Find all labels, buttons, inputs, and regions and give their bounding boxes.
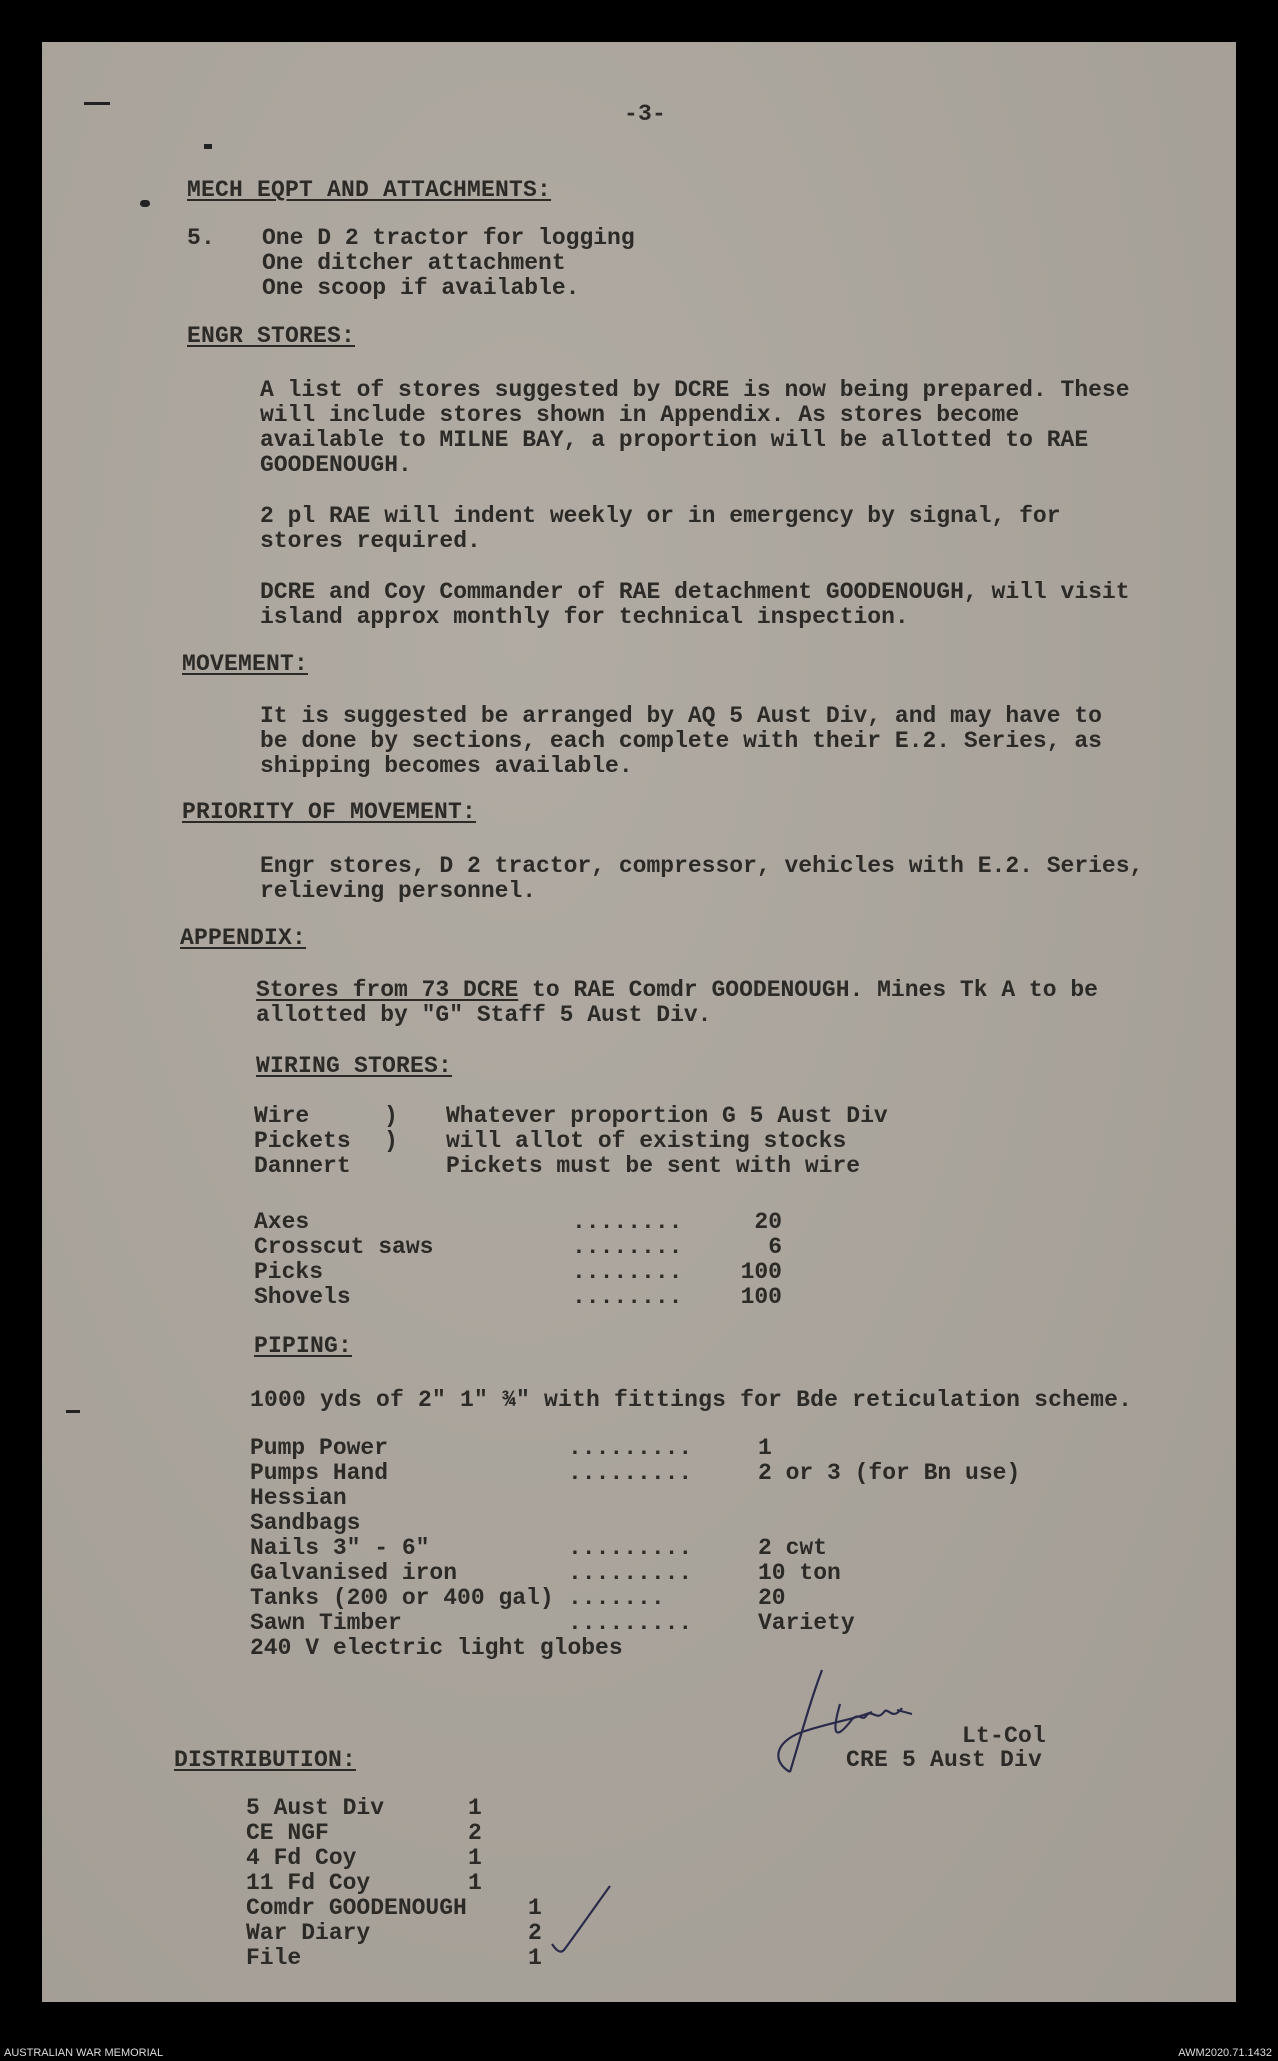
engr-para-3 (260, 580, 1130, 630)
piping-item-name: 240 V electric light globes (250, 1635, 623, 1661)
dot-leader: ........ (572, 1284, 683, 1310)
piping-item-qty: Variety (758, 1610, 855, 1636)
piping-item-qty: 1 (758, 1435, 772, 1461)
tool-qty: 20 (754, 1209, 782, 1235)
distribution-qty: 1 (528, 1895, 542, 1921)
text-line: available to MILNE BAY, a proportion will be allotted to RAE (260, 427, 1089, 453)
piping-line: 1000 yds of 2" 1" ¾" with fittings for Bde reticulation scheme. (250, 1387, 1133, 1413)
section-heading-engr: ENGR STORES: (187, 323, 356, 349)
dot-leader: ......... (568, 1535, 693, 1561)
signature-appointment: CRE 5 Aust Div (846, 1747, 1043, 1773)
ink-mark (204, 144, 212, 149)
distribution-name: CE NGF (246, 1820, 329, 1846)
text-line: relieving personnel. (260, 878, 537, 904)
piping-item-qty: 10 ton (758, 1560, 841, 1586)
dot-leader: ........ (572, 1209, 683, 1235)
paragraph-number: 5. (187, 225, 216, 251)
text-line: Engr stores, D 2 tractor, compressor, vehicles with E.2. Series, (260, 853, 1144, 879)
wiring-item-name: Pickets (254, 1128, 351, 1154)
engr-para-2 (260, 504, 1061, 554)
distribution-qty: 2 (468, 1820, 482, 1846)
piping-item-name: Pumps Hand (250, 1460, 389, 1486)
tools-list (254, 1210, 782, 1310)
section-heading-priority: PRIORITY OF MOVEMENT: (182, 799, 477, 825)
mech-line: One scoop if available. (262, 275, 580, 301)
text-line: shipping becomes available. (260, 753, 633, 779)
piping-item-qty: 20 (758, 1585, 786, 1611)
section-heading-movement: MOVEMENT: (182, 651, 309, 677)
dot-leader: ......... (568, 1460, 693, 1486)
piping-item-name: Pump Power (250, 1435, 389, 1461)
dot-leader: ........ (572, 1234, 683, 1260)
tool-qty: 6 (768, 1234, 782, 1260)
piping-item-name: Sawn Timber (250, 1610, 402, 1636)
text-line: be done by sections, each complete with their E.2. Series, as (260, 728, 1102, 754)
text-line: DCRE and Coy Commander of RAE detachment GOODENOUGH, will visit (260, 579, 1130, 605)
piping-item-name: Nails 3" - 6" (250, 1535, 430, 1561)
tool-name: Axes (254, 1209, 310, 1235)
appendix-intro-line2: allotted by "G" Staff 5 Aust Div. (256, 1002, 712, 1028)
text-line: A list of stores suggested by DCRE is now being prepared. These (260, 377, 1130, 403)
dot-leader: ......... (568, 1610, 693, 1636)
piping-item-name: Galvanised iron (250, 1560, 458, 1586)
text-line: stores required. (260, 528, 481, 554)
tool-name: Picks (254, 1259, 324, 1285)
wiring-brace: ) (384, 1128, 398, 1154)
distribution-name: Comdr GOODENOUGH (246, 1895, 467, 1921)
dot-leader: ....... (568, 1585, 665, 1611)
checkmark-icon (546, 1880, 626, 1960)
appendix-intro-underlined: Stores from 73 DCRE (256, 977, 519, 1003)
section-heading-distribution: DISTRIBUTION: (174, 1747, 357, 1773)
tool-qty: 100 (740, 1284, 782, 1310)
mech-items (262, 226, 635, 301)
distribution-qty: 1 (468, 1845, 482, 1871)
document-page (42, 42, 1236, 2002)
distribution-qty: 2 (528, 1920, 542, 1946)
text-line: It is suggested be arranged by AQ 5 Aust Div, and may have to (260, 703, 1102, 729)
dot-leader: ......... (568, 1560, 693, 1586)
piping-item-qty: 2 cwt (758, 1535, 828, 1561)
distribution-name: 11 Fd Coy (246, 1870, 371, 1896)
engr-para-1 (260, 378, 1130, 478)
distribution-qty: 1 (468, 1795, 482, 1821)
distribution-name: File (246, 1945, 302, 1971)
page-number: -3- (624, 101, 667, 127)
dot-leader: ......... (568, 1435, 693, 1461)
piping-item-qty: 2 or 3 (for Bn use) (758, 1460, 1021, 1486)
distribution-name: 4 Fd Coy (246, 1845, 357, 1871)
section-heading-appendix: APPENDIX: (180, 925, 307, 951)
tool-name: Crosscut saws (254, 1234, 434, 1260)
priority-para (260, 854, 1143, 904)
dot-leader: ........ (572, 1259, 683, 1285)
distribution-qty: 1 (468, 1870, 482, 1896)
piping-item-name: Hessian (250, 1485, 347, 1511)
distribution-list (246, 1796, 542, 1971)
tool-qty: 100 (740, 1259, 782, 1285)
wiring-brace: ) (384, 1103, 398, 1129)
piping-item-name: Tanks (200 or 400 gal) (250, 1585, 554, 1611)
footer-right: AWM2020.71.1432 (1178, 2047, 1272, 2059)
distribution-name: War Diary (246, 1920, 371, 1946)
ink-mark (140, 200, 150, 207)
ink-mark (66, 1410, 80, 1413)
section-heading-piping: PIPING: (254, 1333, 353, 1359)
distribution-qty: 1 (528, 1945, 542, 1971)
mech-line: One D 2 tractor for logging (262, 225, 635, 251)
wiring-item-note: will allot of existing stocks (446, 1128, 847, 1154)
text-line: GOODENOUGH. (260, 452, 412, 478)
appendix-intro (256, 978, 1098, 1028)
text-line: island approx monthly for technical inspection. (260, 604, 909, 630)
signature-rank: Lt-Col (962, 1723, 1047, 1749)
movement-para (260, 704, 1102, 779)
wiring-item-name: Wire (254, 1103, 310, 1129)
wiring-item-name: Dannert (254, 1153, 351, 1179)
distribution-name: 5 Aust Div (246, 1795, 385, 1821)
mech-line: One ditcher attachment (262, 250, 566, 276)
text-line: will include stores shown in Appendix. As stores become (260, 402, 1020, 428)
wiring-item-note: Pickets must be sent with wire (446, 1153, 861, 1179)
piping-items (250, 1436, 1020, 1661)
text-line: 2 pl RAE will indent weekly or in emergency by signal, for (260, 503, 1061, 529)
section-heading-wiring: WIRING STORES: (256, 1053, 453, 1079)
section-heading-mech: MECH EQPT AND ATTACHMENTS: (187, 177, 552, 203)
wiring-item-note: Whatever proportion G 5 Aust Div (446, 1103, 888, 1129)
appendix-intro-rest: to RAE Comdr GOODENOUGH. Mines Tk A to be (518, 977, 1098, 1003)
tool-name: Shovels (254, 1284, 351, 1310)
piping-item-name: Sandbags (250, 1510, 361, 1536)
ink-mark (84, 102, 110, 105)
wiring-items (254, 1104, 888, 1179)
footer-left: AUSTRALIAN WAR MEMORIAL (4, 2047, 164, 2059)
